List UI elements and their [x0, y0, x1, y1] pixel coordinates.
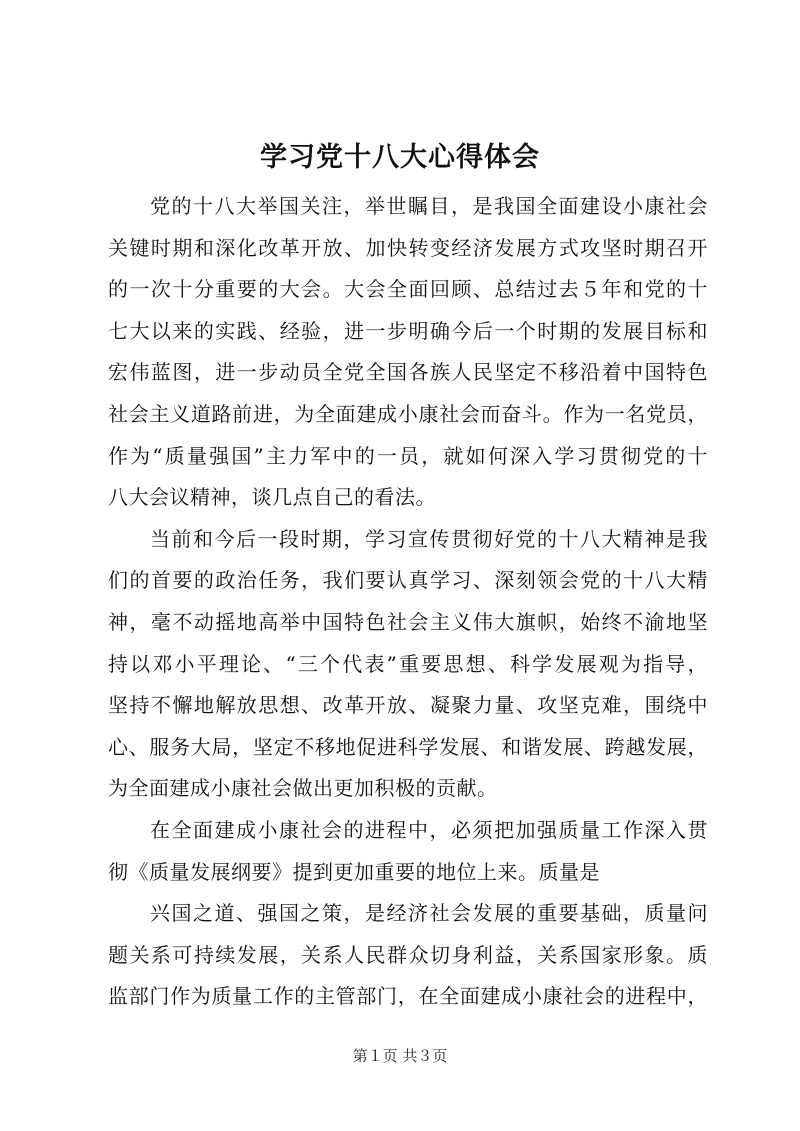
text-line: 七大以来的实践、经验，进一步明确今后一个时期的发展目标和: [108, 318, 708, 343]
text-line: 们的首要的政治任务，我们要认真学习、深刻领会党的十八大精: [108, 568, 708, 593]
text-line: 当前和今后一段时期，学习宣传贯彻好党的十八大精神是我: [150, 526, 708, 551]
text-line: 持以邓小平理论、“三个代表”重要思想、科学发展观为指导，: [108, 651, 708, 676]
text-line: 八大会议精神，谈几点自己的看法。: [108, 485, 436, 510]
text-line: 神，毫不动摇地高举中国特色社会主义伟大旗帜，始终不渝地坚: [108, 609, 708, 634]
text-line: 彻《质量发展纲要》提到更加重要的地位上来。质量是: [108, 859, 600, 884]
text-line: 关键时期和深化改革开放、加快转变经济发展方式攻坚时期召开: [108, 235, 708, 260]
document-title: 学习党十八大心得体会: [260, 142, 540, 173]
text-line: 坚持不懈地解放思想、改革开放、凝聚力量、攻坚克难，围绕中: [108, 693, 708, 718]
text-line: 题关系可持续发展，关系人民群众切身利益，关系国家形象。质: [108, 942, 708, 967]
text-line: 社会主义道路前进，为全面建成小康社会而奋斗。作为一名党员，: [108, 401, 708, 426]
text-line: 监部门作为质量工作的主管部门，在全面建成小康社会的进程中，: [108, 984, 708, 1009]
text-line: 党的十八大举国关注，举世瞩目，是我国全面建设小康社会: [150, 194, 708, 218]
text-line: 的一次十分重要的大会。大会全面回顾、总结过去５年和党的十: [108, 277, 708, 302]
text-line: 心、服务大局，坚定不移地促进科学发展、和谐发展、跨越发展，: [108, 734, 708, 759]
text-line: 兴国之道、强国之策，是经济社会发展的重要基础，质量问: [150, 901, 708, 926]
page-footer: 第１页 共３页: [352, 1047, 448, 1065]
text-line: 在全面建成小康社会的进程中，必须把加强质量工作深入贯: [150, 817, 708, 842]
document-body: [108, 186, 708, 1018]
text-line: 为全面建成小康社会做出更加积极的贡献。: [108, 776, 498, 801]
text-line: 作为“质量强国”主力军中的一员，就如何深入学习贯彻党的十: [108, 443, 708, 468]
text-line: 宏伟蓝图，进一步动员全党全国各族人民坚定不移沿着中国特色: [108, 360, 708, 385]
